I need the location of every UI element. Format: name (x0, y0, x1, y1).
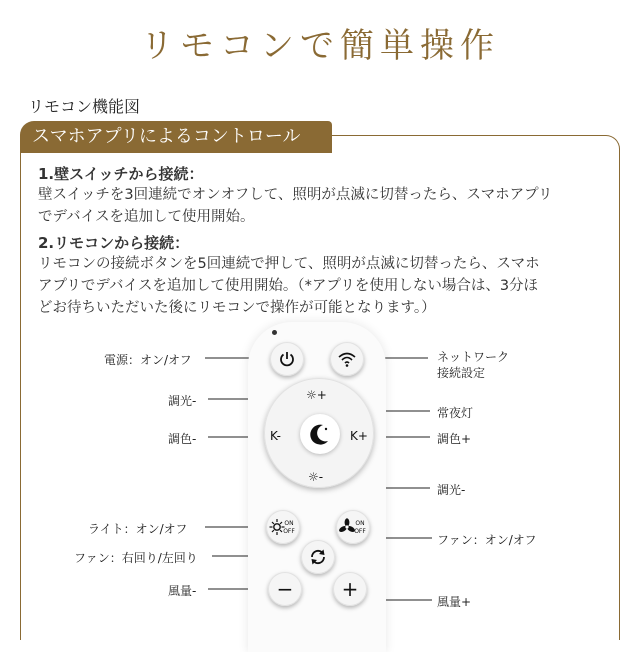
step-2-line: アプリでデバイスを追加して使用開始。（*アプリを使用しない場合は、3分ほ (38, 278, 539, 294)
wifi-icon (337, 351, 357, 367)
subhead: リモコン機能図 (28, 97, 141, 116)
step-2-line: どお待ちいただいた後にリモコンで操作が可能となります。） (38, 300, 436, 316)
wind-down-button[interactable]: − (268, 572, 302, 606)
bright-down-key[interactable]: ☼- (308, 470, 324, 484)
network-button[interactable] (330, 342, 364, 376)
color-up-key[interactable]: K+ (350, 429, 368, 443)
wind-up-button[interactable]: + (333, 572, 367, 606)
label-fan-direction: ファン：右回り/左回り (74, 551, 198, 565)
rotate-icon (308, 547, 328, 567)
label-network-line1: ネットワーク (437, 350, 510, 364)
label-bright-up: 調光- (168, 394, 197, 408)
step-1-line: 壁スイッチを3回連続でオンオフして、照明が点滅に切替ったら、スマホアプリ (38, 187, 553, 203)
label-wind-down: 風量- (168, 584, 197, 598)
step-2-line: リモコンの接続ボタンを5回連続で押して、照明が点滅に切替ったら、スマホ (38, 256, 540, 272)
fan-icon (339, 516, 367, 538)
label-fan-onoff: ファン：オン/オフ (437, 533, 537, 547)
bright-up-key[interactable]: ☼+ (306, 388, 327, 402)
step-1-line: でデバイスを追加して使用開始。 (38, 209, 255, 225)
power-button[interactable] (270, 342, 304, 376)
svg-text:OFF: OFF (283, 528, 295, 535)
fan-onoff-button[interactable] (336, 510, 370, 544)
light-icon (269, 516, 297, 538)
step-1-heading: 1.壁スイッチから接続： (38, 165, 204, 183)
label-network-line2: 接続設定 (437, 366, 486, 380)
indicator-led (272, 330, 277, 335)
night-light-button[interactable] (300, 414, 340, 454)
hero-title: リモコンで簡単操作 (140, 26, 500, 66)
power-icon (278, 350, 296, 368)
label-night: 常夜灯 (437, 406, 474, 420)
color-down-key[interactable]: K- (270, 429, 281, 443)
svg-text:ON: ON (355, 520, 365, 527)
svg-text:ON: ON (284, 520, 294, 527)
label-light-onoff: ライト：オン/オフ (88, 522, 188, 536)
label-color-down: 調色- (168, 432, 197, 446)
light-onoff-button[interactable] (266, 510, 300, 544)
moon-icon (300, 414, 340, 454)
step-2-heading: 2.リモコンから接続： (38, 234, 190, 252)
fan-direction-button[interactable] (301, 540, 335, 574)
label-wind-up: 風量+ (437, 595, 472, 609)
label-bright-down: 調光- (437, 483, 466, 497)
label-color-up: 調色+ (437, 432, 472, 446)
section-title: スマホアプリによるコントロール (20, 121, 332, 153)
label-power: 電源：オン/オフ (104, 353, 192, 367)
svg-text:OFF: OFF (354, 528, 366, 535)
